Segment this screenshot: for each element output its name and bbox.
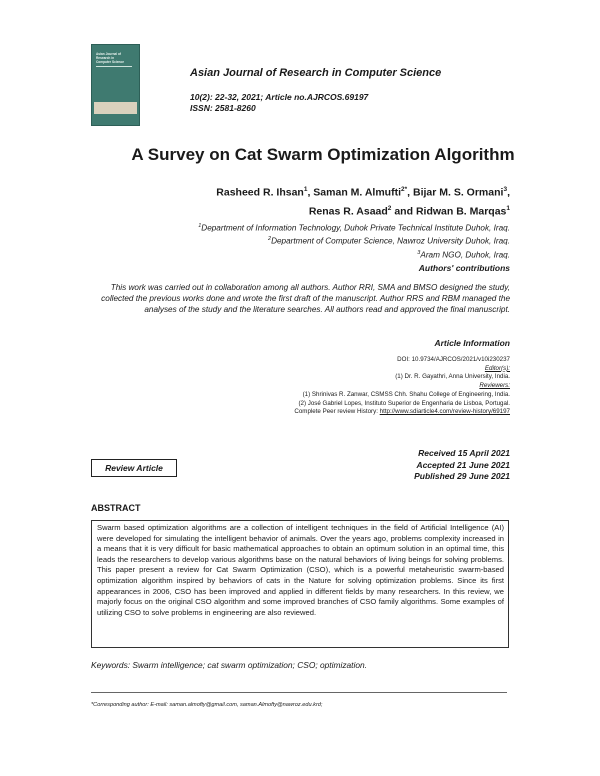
- reviewer: (1) Shrinivas R. Zanwar, CSMSS Chh. Shahu College of Engineering, India.: [302, 390, 510, 398]
- article-info: [294, 356, 510, 417]
- abstract-heading: ABSTRACT: [91, 503, 141, 513]
- history-label: Complete Peer review History:: [294, 408, 380, 416]
- editor-label: Editor(s):: [484, 364, 510, 372]
- cover-rule: [96, 66, 132, 67]
- article-info-heading: Article Information: [434, 338, 510, 348]
- contributions-text: This work was carried out in collaboration among all authors. Author RRI, SMA and BMSO designed the study, collected the previous works done and wrote the first draft of the manuscript. Author RRS and RBM managed the analyses of the study and the literature searches. All authors read and approved the final manuscript.: [101, 283, 510, 314]
- journal-cover-image: [91, 44, 140, 126]
- received-date: Received 15 April 2021: [418, 448, 510, 458]
- review-history-link[interactable]: http://www.sdiarticle4.com/review-history/69197: [379, 408, 510, 416]
- doi: DOI: 10.9734/AJRCOS/2021/v10i230237: [397, 356, 510, 363]
- cover-band: [94, 102, 137, 114]
- keywords: Keywords: Swarm intelligence; cat swarm optimization; CSO; optimization.: [91, 660, 368, 670]
- abstract-text: Swarm based optimization algorithms are a collection of intelligent techniques in the field of Artificial Intelligence (AI) were developed for simulating the intelligent behavior of animals. Over the years ago, problems complexity increased in a means that it is very difficult for basic mathematical approaches to obtain an optimum solution in an optimal time, this leads the researchers to develop various algorithms base on the natural behaviors of living beings for solving problems. This paper present a review for Cat Swarm Optimization (CSO), which is a powerful metaheuristic swarm-based optimization algorithm inspired by behaviors of cats in the Nature for solving optimization problems. Since its first appearances in 2006, CSO has been improved and applied in different fields by many researchers. In this review, we majorly focus on the original CSO algorithm and some improved branches of CSO family algorithms. Some examples of utilizing CSO to solve problems in engineering are also reviewed.: [97, 523, 504, 617]
- reviewer: (2) José Gabriel Lopes, Instituto Superior de Engenharia de Lisboa, Portugal.: [298, 399, 510, 407]
- journal-name: Asian Journal of Research in Computer Science: [190, 67, 442, 79]
- published-date: Published 29 June 2021: [414, 471, 510, 481]
- affiliation-line: Department of Computer Science, Nawroz University Duhok, Iraq.: [271, 237, 510, 247]
- article-type-badge: Review Article: [91, 459, 177, 477]
- reviewers-label: Reviewers:: [479, 382, 510, 390]
- volume-line: 10(2): 22-32, 2021; Article no.AJRCOS.69197: [190, 92, 369, 102]
- editor: (1) Dr. R. Gayathri, Anna University, India.: [395, 373, 510, 381]
- issn-line: ISSN: 2581-8260: [190, 103, 256, 113]
- paper-title: A Survey on Cat Swarm Optimization Algorithm: [131, 145, 515, 164]
- affiliations: $^1$Department of Information Technology, Duhok Private Technical Institute Duhok, Iraq. $^2$Department of Computer Science, Nawroz University Duhok, Iraq. $^3$Aram NGO, Duhok, Iraq.: [198, 223, 510, 260]
- corresponding-author: *Corresponding author: E-mail: saman.almofty@gmail.com, saman.Almofty@nawroz.edu.krd;: [91, 702, 323, 708]
- author-name: Rasheed R. Ihsan: [216, 186, 304, 199]
- contributions-heading: Authors' contributions: [418, 263, 510, 273]
- author-name: Renas R. Asaad: [308, 205, 388, 217]
- cover-title: Asian Journal of Research in Computer Science: [96, 52, 124, 64]
- publication-dates: [414, 448, 510, 483]
- author-name: Ridwan B. Marqas: [415, 205, 507, 217]
- affiliation-line: Aram NGO, Duhok, Iraq.: [420, 250, 510, 260]
- accepted-date: Accepted 21 June 2021: [416, 459, 510, 470]
- author-name: Saman M. Almufti: [313, 186, 401, 199]
- affiliation-line: Department of Information Technology, Duhok Private Technical Institute Duhok, Iraq.: [201, 223, 510, 233]
- footnote-divider: [91, 692, 507, 693]
- author-list: Rasheed R. Ihsan$^1$, Saman M. Almufti$^{2*}$, Bijar M. S. Ormani$^3$, Renas R. Asaad$^2$ and Ridwan B. Marqas$^1$: [216, 186, 510, 217]
- author-name: Bijar M. S. Ormani: [413, 186, 504, 199]
